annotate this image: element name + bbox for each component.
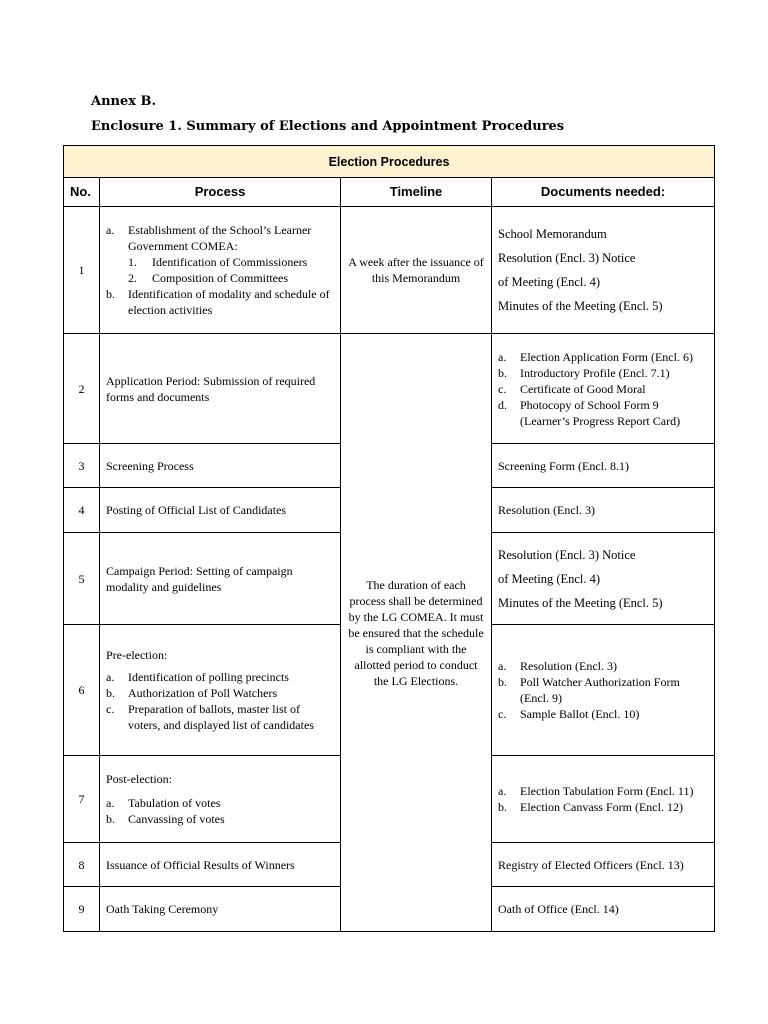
documents-cell: Registry of Elected Officers (Encl. 13): [492, 843, 715, 887]
timeline-cell: The duration of each process shall be determined by the LG COMEA. It must be ensured that the schedule is compliant with the allotted period to conduct the LG Elections.: [341, 334, 492, 932]
header-process: Process: [100, 178, 341, 207]
list-marker: c.: [106, 702, 115, 716]
doc-line: Resolution (Encl. 3) Notice: [498, 547, 636, 562]
list-marker: c.: [498, 381, 507, 396]
doc-line: of Meeting (Encl. 4): [498, 571, 601, 586]
list-item: [498, 365, 708, 381]
list-marker: a.: [106, 223, 115, 237]
row-number: 9: [64, 887, 100, 932]
list-text: Certificate of Good Moral: [520, 381, 646, 396]
list-item: [498, 799, 708, 815]
list-item: [106, 795, 334, 811]
list-text: Election Canvass Form (Encl. 12): [520, 800, 683, 814]
row-number: 4: [64, 488, 100, 533]
process-label: Pre-election:: [106, 648, 168, 662]
list-item: [498, 381, 708, 397]
table-title: Election Procedures: [64, 146, 715, 178]
row-number: 5: [64, 533, 100, 625]
election-procedures-table: [63, 145, 715, 932]
documents-cell: Resolution (Encl. 3): [492, 488, 715, 533]
sub-list: [106, 254, 334, 286]
list-marker: b.: [498, 675, 507, 689]
documents-cell: [492, 756, 715, 843]
list-text: Poll Watcher Authorization Form (Encl. 9): [520, 675, 680, 705]
list-marker: a.: [106, 670, 115, 684]
header-documents: Documents needed:: [492, 178, 715, 207]
row-number: 1: [64, 207, 100, 334]
list-item: [106, 286, 334, 318]
documents-cell: Oath of Office (Encl. 14): [492, 887, 715, 932]
documents-cell: [492, 533, 715, 625]
process-cell: Oath Taking Ceremony: [100, 887, 341, 932]
process-cell: Screening Process: [100, 444, 341, 488]
list-marker: 1.: [128, 255, 137, 269]
doc-line: Minutes of the Meeting (Encl. 5): [498, 299, 663, 313]
list-item: [106, 811, 334, 827]
list-item: [498, 349, 708, 365]
list-text: Resolution (Encl. 3): [520, 659, 617, 673]
list-text: Identification of polling precincts: [128, 670, 289, 684]
list-marker: a.: [498, 659, 507, 673]
table-row: [64, 334, 715, 444]
row-number: 6: [64, 625, 100, 756]
list-marker: 2.: [128, 271, 137, 285]
header-no: No.: [64, 178, 100, 207]
row-number: 3: [64, 444, 100, 488]
list-item: [498, 658, 708, 674]
process-cell: Issuance of Official Results of Winners: [100, 843, 341, 887]
list-marker: a.: [498, 784, 507, 798]
documents-cell: [492, 625, 715, 756]
list-item: [106, 701, 334, 733]
doc-line: of Meeting (Encl. 4): [498, 275, 601, 289]
timeline-cell: A week after the issuance of this Memorandum: [341, 207, 492, 334]
list-marker: d.: [498, 397, 507, 412]
process-cell: [100, 625, 341, 756]
list-marker: b.: [498, 800, 507, 814]
list-text: Election Application Form (Encl. 6): [520, 349, 693, 364]
enclosure-title: Enclosure 1. Summary of Elections and Appointment Procedures: [91, 119, 565, 134]
list-item: [498, 783, 708, 799]
list-marker: b.: [106, 812, 115, 826]
process-label: Post-election:: [106, 772, 172, 786]
list-text: Establishment of the School’s Learner Government COMEA:: [128, 223, 312, 253]
list-item: [498, 397, 708, 429]
list-marker: b.: [498, 365, 507, 380]
list-text: Photocopy of School Form 9 (Learner’s Progress Report Card): [520, 397, 681, 428]
header-timeline: Timeline: [341, 178, 492, 207]
process-cell: Posting of Official List of Candidates: [100, 488, 341, 533]
annex-label: Annex B.: [91, 94, 157, 109]
documents-cell: [492, 207, 715, 334]
doc-line: School Memorandum: [498, 227, 607, 241]
list-item: [498, 706, 708, 722]
doc-line: Minutes of the Meeting (Encl. 5): [498, 595, 663, 610]
list-text: Introductory Profile (Encl. 7.1): [520, 365, 670, 380]
row-number: 7: [64, 756, 100, 843]
row-number: 2: [64, 334, 100, 444]
list-item: [106, 685, 334, 701]
documents-cell: [492, 334, 715, 444]
row-number: 8: [64, 843, 100, 887]
list-text: Composition of Committees: [152, 271, 289, 285]
list-text: Election Tabulation Form (Encl. 11): [520, 784, 694, 798]
list-marker: b.: [106, 287, 115, 301]
list-text: Preparation of ballots, master list of voters, and displayed list of candidates: [128, 702, 314, 732]
list-text: Tabulation of votes: [128, 796, 221, 810]
process-cell: Application Period: Submission of required forms and documents: [100, 334, 341, 444]
list-marker: a.: [106, 796, 115, 810]
list-item: [106, 222, 334, 254]
process-cell: Campaign Period: Setting of campaign modality and guidelines: [100, 533, 341, 625]
list-item: [128, 254, 334, 270]
list-text: Authorization of Poll Watchers: [128, 686, 278, 700]
list-text: Identification of modality and schedule of election activities: [128, 287, 330, 317]
list-marker: a.: [498, 349, 507, 364]
list-item: [128, 270, 334, 286]
list-marker: c.: [498, 707, 507, 721]
list-text: Identification of Commissioners: [152, 255, 308, 269]
list-text: Canvassing of votes: [128, 812, 225, 826]
list-item: [106, 669, 334, 685]
list-text: Sample Ballot (Encl. 10): [520, 707, 640, 721]
process-cell: [100, 207, 341, 334]
process-cell: [100, 756, 341, 843]
doc-line: Resolution (Encl. 3) Notice: [498, 251, 636, 265]
list-marker: b.: [106, 686, 115, 700]
table-row: [64, 207, 715, 334]
documents-cell: Screening Form (Encl. 8.1): [492, 444, 715, 488]
list-item: [498, 674, 708, 706]
